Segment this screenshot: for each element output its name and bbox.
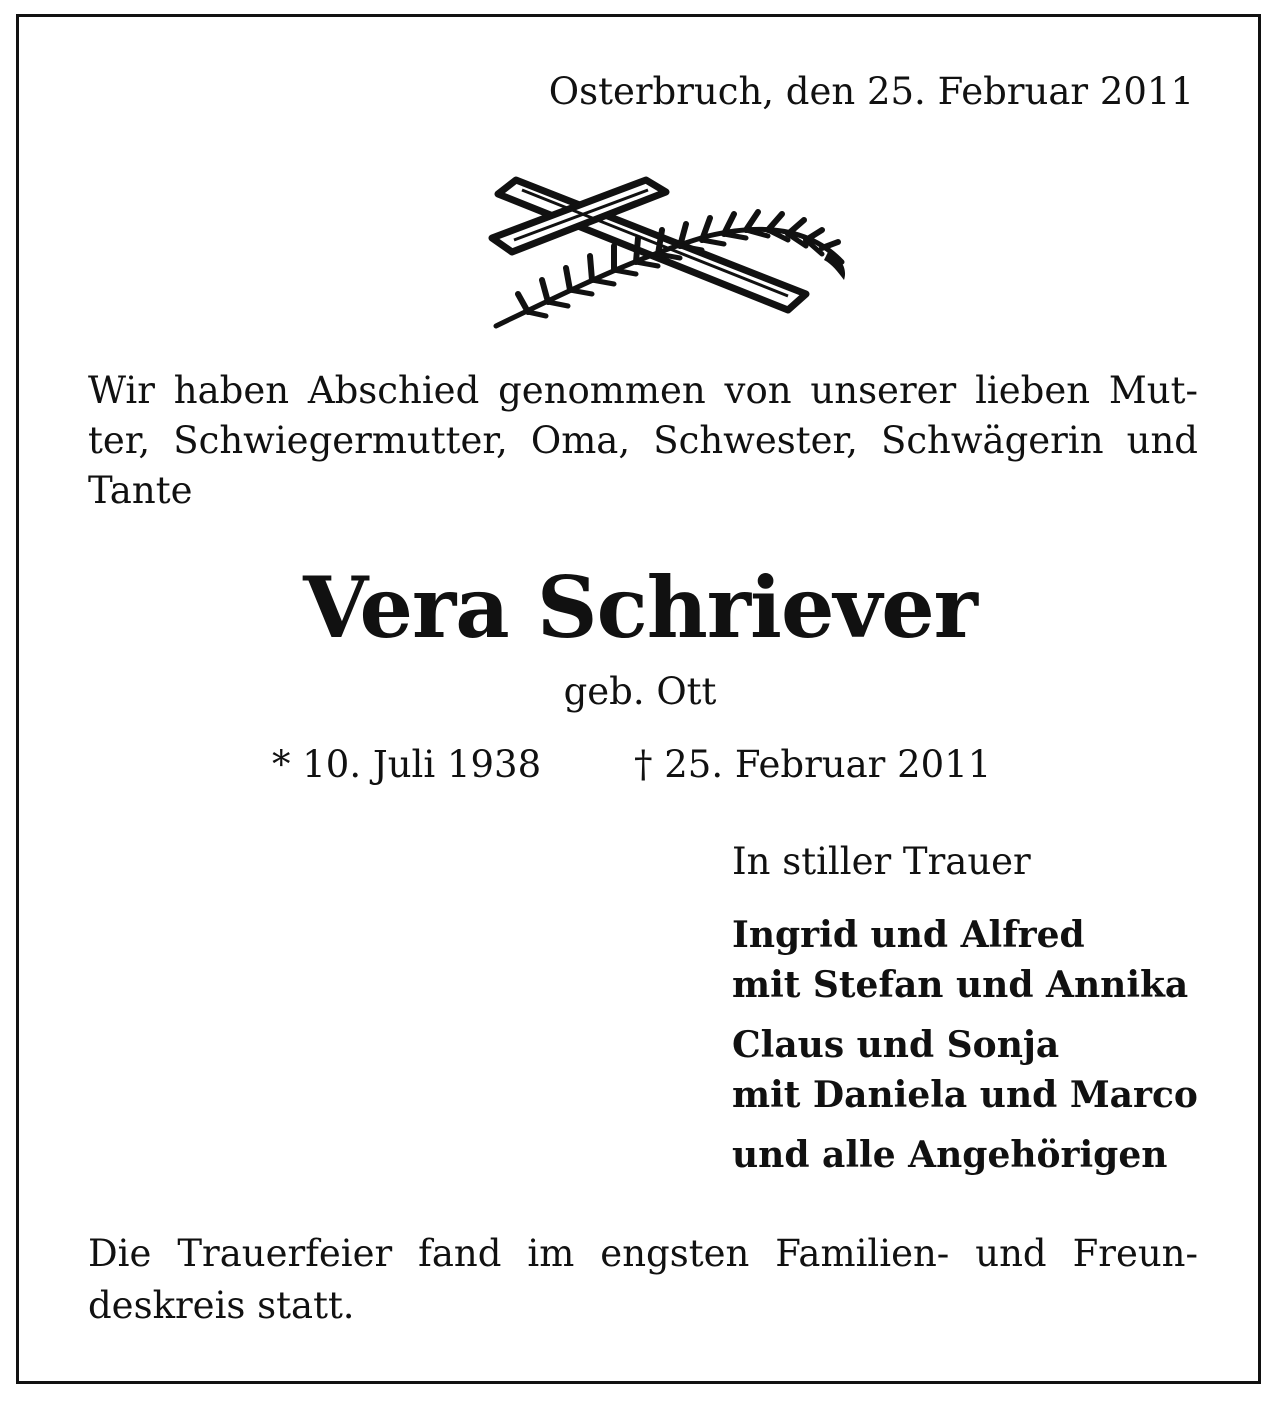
birth-date: * 10. Juli 1938 (272, 743, 542, 786)
mourner-group (732, 1020, 1198, 1120)
death-date: † 25. Februar 2011 (634, 743, 992, 786)
closing-line: Die Trauerfeier fand im engsten Familien- und Freun- (88, 1232, 1198, 1275)
mourners-list (732, 910, 1198, 1190)
mourner-group (732, 1130, 1198, 1180)
mourner-line: und alle Angehörigen (732, 1134, 1168, 1176)
place-date: Osterbruch, den 25. Februar 2011 (548, 70, 1194, 113)
mourner-group (732, 910, 1198, 1010)
intro-text (88, 366, 1198, 516)
mourner-line: Ingrid und Alfred (732, 914, 1085, 956)
closing-line: deskreis statt. (88, 1284, 355, 1327)
mourner-line: mit Daniela und Marco (732, 1074, 1198, 1116)
maiden-name: geb. Ott (563, 670, 717, 713)
mourner-line: mit Stefan und Annika (732, 964, 1189, 1006)
cross-with-palm-frond-icon (488, 176, 852, 334)
intro-line: Wir haben Abschied genommen von unserer lieben Mut- (88, 369, 1198, 412)
closing-text (88, 1228, 1198, 1332)
intro-line: Tante (88, 469, 193, 512)
intro-line: ter, Schwiegermutter, Oma, Schwester, Schwägerin und (88, 419, 1198, 462)
mourner-line: Claus und Sonja (732, 1024, 1060, 1066)
deceased-name: Vera Schriever (303, 558, 977, 657)
mourning-heading: In stiller Trauer (732, 840, 1031, 883)
